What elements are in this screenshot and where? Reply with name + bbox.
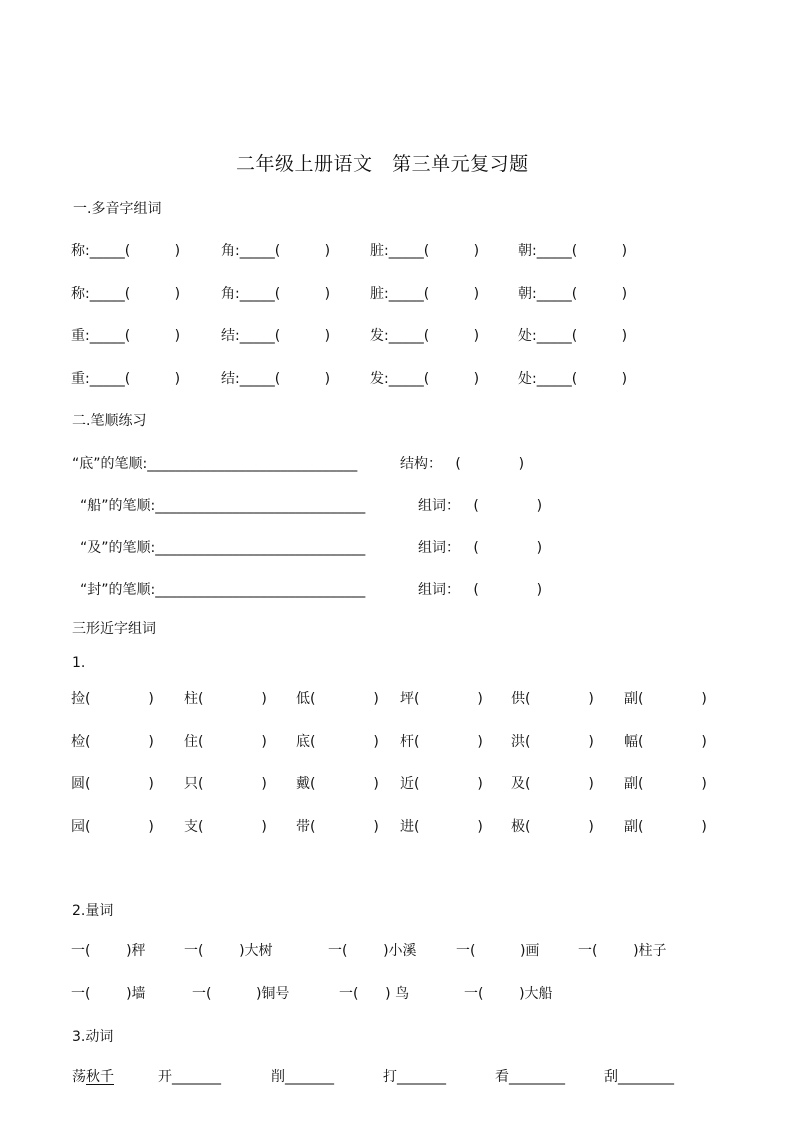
polyphonic-item: 重:_____( ) <box>71 371 181 387</box>
verb-item: 打_______ <box>383 1069 446 1085</box>
subsection-label: 2.量词 <box>72 903 114 919</box>
subsection-label: 3.动词 <box>72 1029 114 1045</box>
similar-char-item: 园( ) <box>71 819 154 835</box>
section-heading-similar-chars: 三形近字组词 <box>72 621 156 637</box>
similar-char-item: 供( ) <box>511 691 594 707</box>
polyphonic-item: 角:_____( ) <box>221 243 331 259</box>
measure-word-item: 一( )秤 <box>71 943 146 959</box>
similar-char-item: 副( ) <box>624 819 707 835</box>
measure-word-item: 一( )大树 <box>184 943 273 959</box>
similar-char-item: 杆( ) <box>400 734 483 750</box>
measure-word-item: 一( )小溪 <box>328 943 417 959</box>
polyphonic-item: 称:_____( ) <box>71 286 181 302</box>
structure-answer: 结构： ( ) <box>400 456 525 472</box>
section-heading-polyphonic: 一.多音字组词 <box>73 201 162 217</box>
stroke-order-line: “底”的笔顺:______________________________ <box>72 456 358 472</box>
polyphonic-item: 朝:_____( ) <box>518 243 628 259</box>
word-answer: 组词： ( ) <box>418 582 543 598</box>
similar-char-item: 副( ) <box>624 691 707 707</box>
similar-char-item: 副( ) <box>624 776 707 792</box>
similar-char-item: 柱( ) <box>184 691 267 707</box>
polyphonic-item: 结:_____( ) <box>221 328 331 344</box>
stroke-order-line: “船”的笔顺:______________________________ <box>80 498 366 514</box>
similar-char-item: 极( ) <box>511 819 594 835</box>
worksheet-title: 二年级上册语文 第三单元复习题 <box>236 153 529 175</box>
measure-word-item: 一( )画 <box>456 943 540 959</box>
measure-word-item: 一( ) 鸟 <box>339 986 410 1002</box>
polyphonic-item: 重:_____( ) <box>71 328 181 344</box>
verb-example <box>72 1068 114 1086</box>
polyphonic-item: 结:_____( ) <box>221 371 331 387</box>
verb-item: 开_______ <box>158 1069 221 1085</box>
similar-char-item: 幅( ) <box>624 734 707 750</box>
measure-word-item: 一( )铜号 <box>192 986 290 1002</box>
polyphonic-item: 朝:_____( ) <box>518 286 628 302</box>
similar-char-item: 洪( ) <box>511 734 594 750</box>
measure-word-item: 一( )墙 <box>71 986 146 1002</box>
similar-char-item: 带( ) <box>296 819 379 835</box>
polyphonic-item: 脏:_____( ) <box>370 286 480 302</box>
word-answer: 组词： ( ) <box>418 498 543 514</box>
polyphonic-item: 处:_____( ) <box>518 371 628 387</box>
similar-char-item: 坪( ) <box>400 691 483 707</box>
verb-item: 削_______ <box>271 1069 334 1085</box>
subsection-label: 1. <box>72 655 86 671</box>
verb-example-verb: 荡 <box>72 1069 86 1085</box>
similar-char-item: 支( ) <box>184 819 267 835</box>
similar-char-item: 住( ) <box>184 734 267 750</box>
similar-char-item: 进( ) <box>400 819 483 835</box>
similar-char-item: 戴( ) <box>296 776 379 792</box>
polyphonic-item: 称:_____( ) <box>71 243 181 259</box>
similar-char-item: 底( ) <box>296 734 379 750</box>
similar-char-item: 圆( ) <box>71 776 154 792</box>
stroke-order-line: “封”的笔顺:______________________________ <box>80 582 366 598</box>
measure-word-item: 一( )大船 <box>464 986 553 1002</box>
polyphonic-item: 发:_____( ) <box>370 328 480 344</box>
similar-char-item: 及( ) <box>511 776 594 792</box>
word-answer: 组词： ( ) <box>418 540 543 556</box>
similar-char-item: 低( ) <box>296 691 379 707</box>
similar-char-item: 近( ) <box>400 776 483 792</box>
section-heading-stroke-order: 二.笔顺练习 <box>72 413 147 429</box>
measure-word-item: 一( )柱子 <box>578 943 667 959</box>
polyphonic-item: 发:_____( ) <box>370 371 480 387</box>
polyphonic-item: 角:_____( ) <box>221 286 331 302</box>
verb-example-object: 秋千 <box>86 1069 114 1085</box>
similar-char-item: 只( ) <box>184 776 267 792</box>
polyphonic-item: 处:_____( ) <box>518 328 628 344</box>
stroke-order-line: “及”的笔顺:______________________________ <box>80 540 366 556</box>
verb-item: 刮________ <box>604 1069 674 1085</box>
polyphonic-item: 脏:_____( ) <box>370 243 480 259</box>
similar-char-item: 检( ) <box>71 734 154 750</box>
verb-item: 看________ <box>495 1069 565 1085</box>
similar-char-item: 捡( ) <box>71 691 154 707</box>
